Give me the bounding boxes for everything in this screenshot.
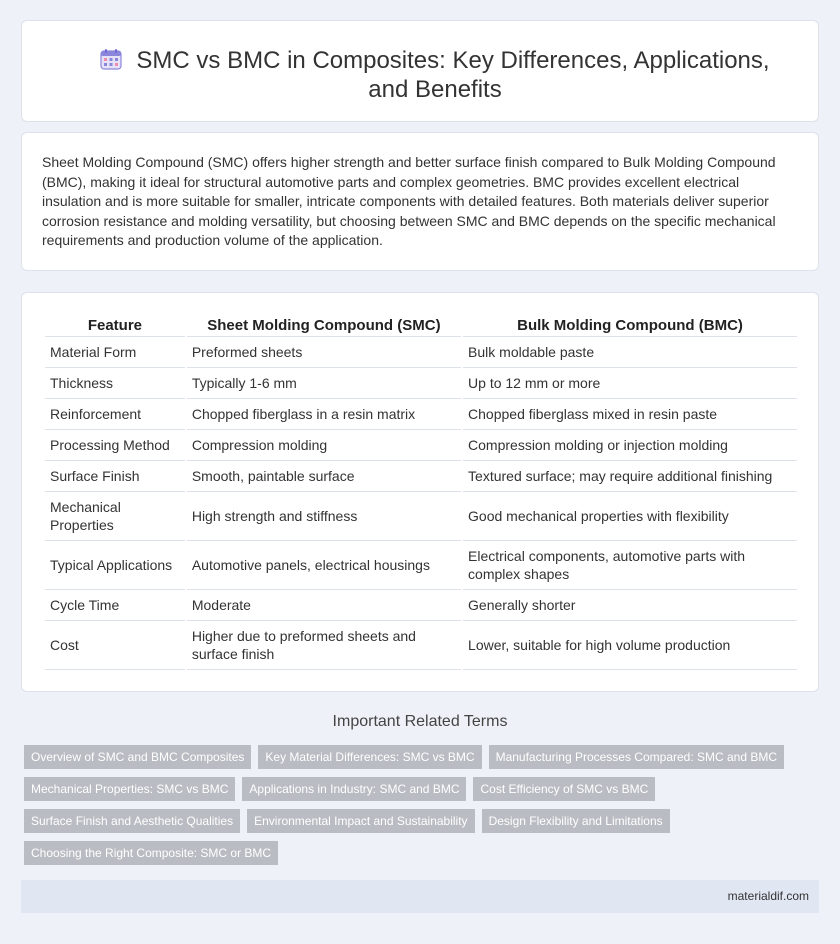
term-tag[interactable]: Surface Finish and Aesthetic Qualities <box>24 809 240 833</box>
table-cell: Typical Applications <box>45 541 185 590</box>
table-row <box>45 541 797 590</box>
table-row <box>45 492 797 541</box>
table-row <box>45 430 797 461</box>
term-tag[interactable]: Choosing the Right Composite: SMC or BMC <box>24 841 278 865</box>
term-tag[interactable]: Design Flexibility and Limitations <box>482 809 670 833</box>
column-header: Bulk Molding Compound (BMC) <box>463 315 797 337</box>
table-cell: Thickness <box>45 368 185 399</box>
table-cell: Bulk moldable paste <box>463 337 797 368</box>
table-cell: Up to 12 mm or more <box>463 368 797 399</box>
footer-site-link[interactable]: materialdif.com <box>727 889 809 903</box>
table-row <box>45 337 797 368</box>
table-header-row <box>45 315 797 337</box>
table-cell: Reinforcement <box>45 399 185 430</box>
summary-card <box>21 132 819 271</box>
related-terms-heading: Important Related Terms <box>332 713 508 730</box>
table-cell: Mechanical Properties <box>45 492 185 541</box>
comparison-card <box>21 292 819 692</box>
term-tag[interactable]: Applications in Industry: SMC and BMC <box>242 777 466 801</box>
table-cell: Cycle Time <box>45 590 185 621</box>
term-tag[interactable]: Overview of SMC and BMC Composites <box>24 745 251 769</box>
table-cell: Chopped fiberglass mixed in resin paste <box>463 399 797 430</box>
table-cell: Material Form <box>45 337 185 368</box>
table-cell: Electrical components, automotive parts with complex shapes <box>463 541 797 590</box>
term-row <box>24 841 814 865</box>
title-card <box>21 20 819 122</box>
term-tag[interactable]: Mechanical Properties: SMC vs BMC <box>24 777 235 801</box>
table-cell: Smooth, paintable surface <box>187 461 461 492</box>
column-header: Sheet Molding Compound (SMC) <box>187 315 461 337</box>
related-terms <box>24 745 814 873</box>
table-cell: Moderate <box>187 590 461 621</box>
table-row <box>45 590 797 621</box>
table-cell: Automotive panels, electrical housings <box>187 541 461 590</box>
column-header: Feature <box>45 315 185 337</box>
term-row <box>24 809 814 833</box>
table-row <box>45 461 797 492</box>
table-cell: Chopped fiberglass in a resin matrix <box>187 399 461 430</box>
term-tag[interactable]: Cost Efficiency of SMC vs BMC <box>473 777 655 801</box>
table-cell: Cost <box>45 621 185 670</box>
table-cell: Lower, suitable for high volume production <box>463 621 797 670</box>
page-title-text: SMC vs BMC in Composites: Key Differences, Applications, and Benefits <box>136 47 770 103</box>
table-cell: Good mechanical properties with flexibility <box>463 492 797 541</box>
table-row <box>45 399 797 430</box>
page-title <box>82 46 788 104</box>
calendar-icon <box>100 48 122 70</box>
term-tag[interactable]: Environmental Impact and Sustainability <box>247 809 474 833</box>
table-cell: Higher due to preformed sheets and surface finish <box>187 621 461 670</box>
table-cell: Surface Finish <box>45 461 185 492</box>
comparison-table <box>43 315 799 670</box>
table-cell: Typically 1-6 mm <box>187 368 461 399</box>
table-cell: Compression molding <box>187 430 461 461</box>
term-tag[interactable]: Manufacturing Processes Compared: SMC and BMC <box>489 745 784 769</box>
summary-text: Sheet Molding Compound (SMC) offers higher strength and better surface finish compared to Bulk Molding Compound (BMC), making it ideal for structural automotive parts and complex geometries. BMC provides excellent electrical insulation and is more suitable for smaller, intricate components with detailed features. Both materials deliver superior corrosion resistance and molding versatility, but choosing between SMC and BMC depends on the specific mechanical requirements and production volume of the application. <box>42 154 776 249</box>
table-cell: Textured surface; may require additional finishing <box>463 461 797 492</box>
table-row <box>45 368 797 399</box>
table-cell: High strength and stiffness <box>187 492 461 541</box>
footer <box>21 880 819 913</box>
term-row <box>24 745 814 769</box>
table-cell: Generally shorter <box>463 590 797 621</box>
table-cell: Compression molding or injection molding <box>463 430 797 461</box>
table-row <box>45 621 797 670</box>
term-tag[interactable]: Key Material Differences: SMC vs BMC <box>258 745 481 769</box>
term-row <box>24 777 814 801</box>
table-cell: Preformed sheets <box>187 337 461 368</box>
table-cell: Processing Method <box>45 430 185 461</box>
